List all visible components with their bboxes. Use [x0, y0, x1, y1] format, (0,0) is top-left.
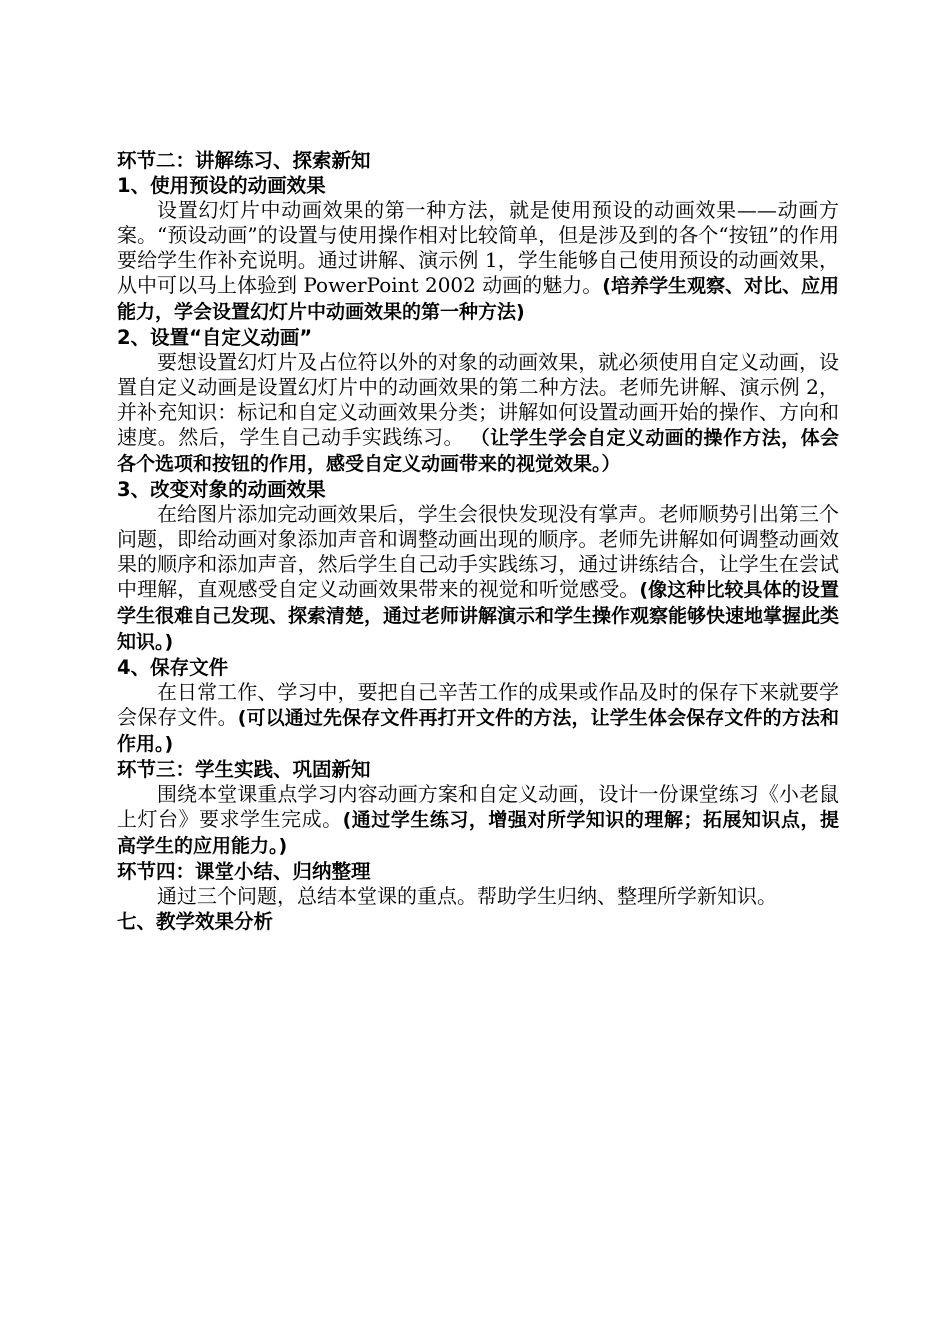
paragraph-section-1 — [117, 198, 839, 325]
paragraph-stage-four — [117, 884, 839, 909]
paragraph-text: 设置幻灯片中动画效果的第一种方法，就是使用预设的动画效果——动画方案。“预设动画”的设置与使用操作相对比较简单，但是涉及到的各个“按钮”的作用要给学生作补充说明。通过讲解、演示例 1，学生能够自己使用预设的动画效果，从中可以马上体验到 PowerPoint 2002 动画的魅力。 — [117, 198, 839, 297]
paragraph-note: (通过学生练习，增强对所学知识的理解；拓展知识点，提高学生的应用能力。) — [117, 809, 840, 857]
paragraph-note: (像这种比较具体的设置学生很难自己发现、探索清楚，通过老师讲解演示和学生操作观察能够快速地掌握此类知识。) — [117, 579, 840, 653]
paragraph-text: 围绕本堂课重点学习内容动画方案和自定义动画，设计一份课堂练习《小老鼠上灯台》要求学生完成。 — [117, 782, 839, 831]
heading-section-1: 1、使用预设的动画效果 — [117, 174, 326, 197]
paragraph-stage-three — [117, 782, 839, 859]
heading-section-seven: 七、教学效果分析 — [117, 910, 274, 933]
paragraph-note: （让学生学会自定义动画的操作方法，体会各个选项和按钮的作用，感受自定义动画带来的视觉效果。） — [117, 427, 839, 475]
paragraph-section-2 — [117, 350, 839, 477]
heading-section-3: 3、改变对象的动画效果 — [117, 478, 326, 501]
heading-stage-three: 环节三：学生实践、巩固新知 — [117, 758, 371, 781]
paragraph-section-4 — [117, 680, 839, 757]
paragraph-text: 在日常工作、学习中，要把自己辛苦工作的成果或作品及时的保存下来就要学会保存文件。 — [117, 680, 839, 729]
heading-section-2: 2、设置“自定义动画” — [117, 326, 313, 349]
paragraph-note: (可以通过先保存文件再打开文件的方法，让学生体会保存文件的方法和作用。) — [117, 707, 840, 755]
heading-stage-two: 环节二：讲解练习、探索新知 — [117, 149, 371, 172]
paragraph-note: (培养学生观察、对比、应用能力，学会设置幻灯片中动画效果的第一种方法) — [117, 275, 839, 323]
heading-section-4: 4、保存文件 — [117, 656, 229, 679]
paragraph-text: 在给图片添加完动画效果后，学生会很快发现没有掌声。老师顺势引出第三个问题，即给动画对象添加声音和调整动画出现的顺序。老师先讲解如何调整动画效果的顺序和添加声音，然后学生自己动手实践练习，通过讲练结合，让学生在尝试中理解，直观感受自定义动画效果带来的视觉和听觉感受。 — [117, 502, 839, 601]
document-body — [117, 148, 839, 934]
heading-stage-four: 环节四：课堂小结、归纳整理 — [117, 860, 371, 883]
paragraph-section-3 — [117, 502, 839, 655]
paragraph-text: 要想设置幻灯片及占位符以外的对象的动画效果，就必须使用自定义动画，设置自定义动画是设置幻灯片中的动画效果的第二种方法。老师先讲解、演示例 2，并补充知识：标记和自定义动画效果分类；讲解如何设置动画开始的操作、方向和速度。然后，学生自己动手实践练习。 — [117, 350, 839, 449]
paragraph-text: 通过三个问题，总结本堂课的重点。帮助学生归纳、整理所学新知识。 — [157, 884, 777, 908]
